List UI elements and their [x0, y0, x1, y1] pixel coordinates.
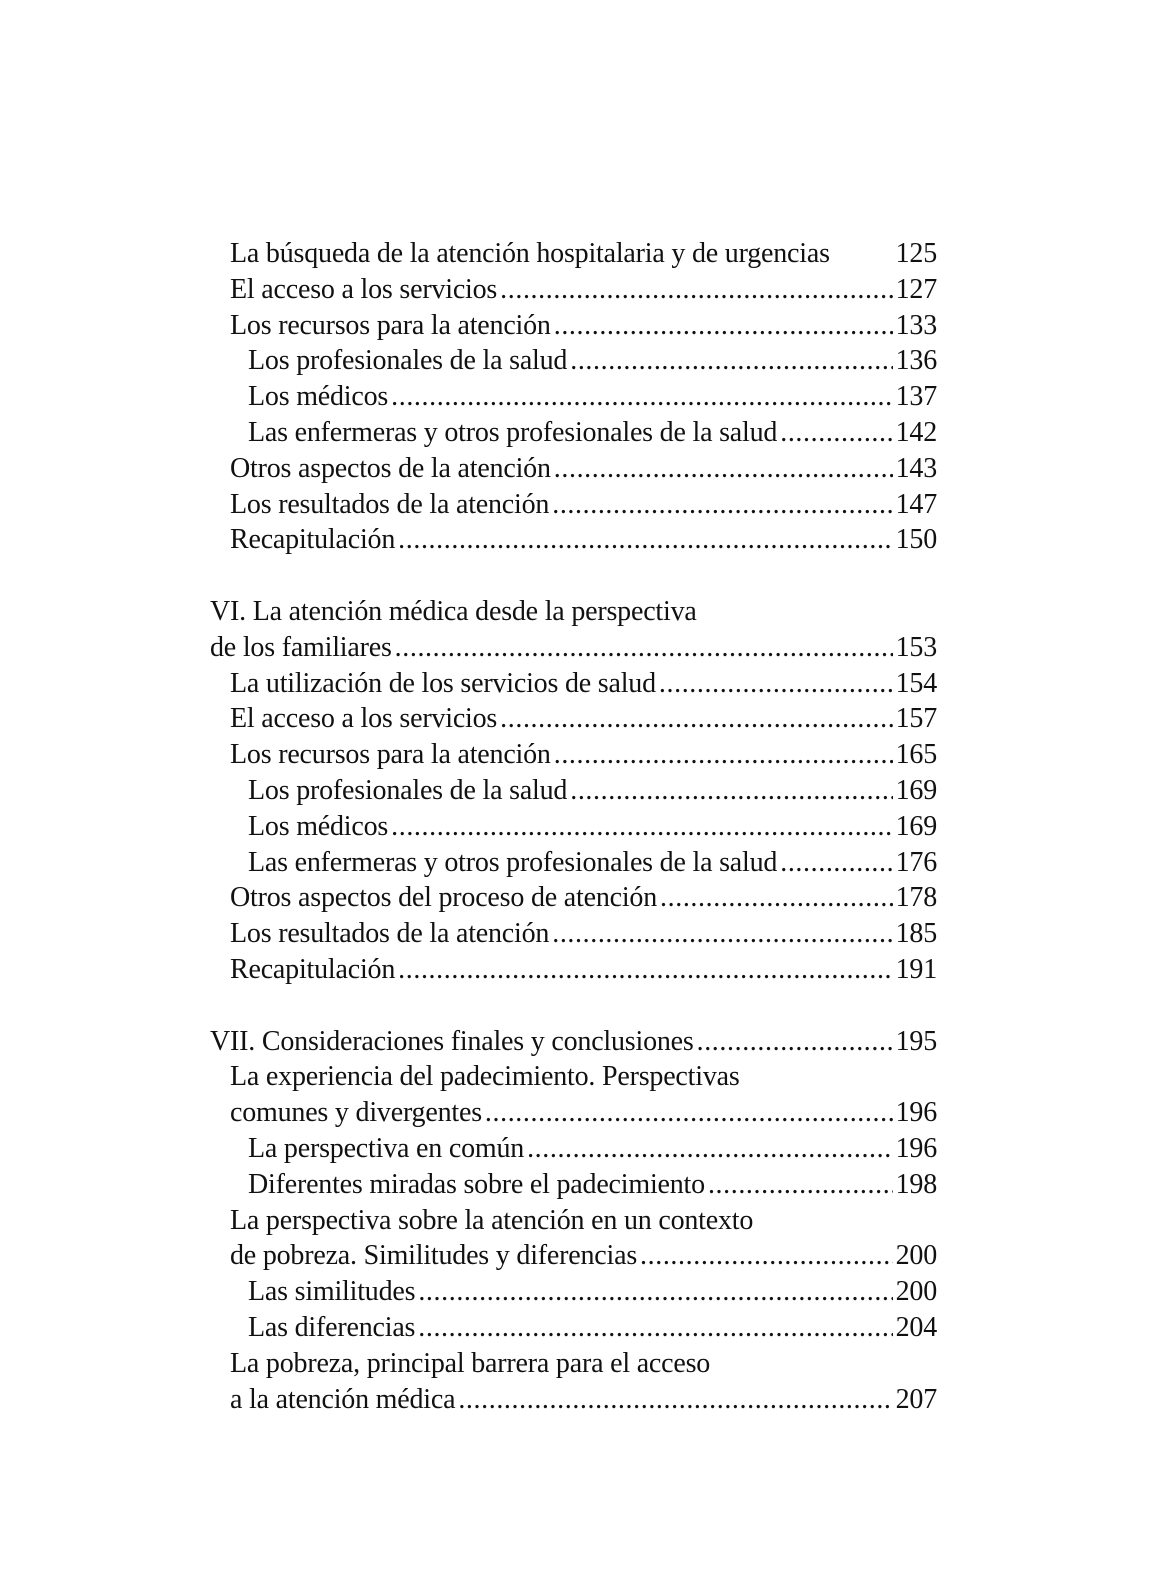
- toc-entry-title: Los profesionales de la salud: [248, 774, 568, 806]
- toc-entry-title: La experiencia del padecimiento. Perspectivas: [230, 1061, 740, 1093]
- table-of-contents: [210, 236, 937, 1417]
- dot-leader: [458, 1382, 892, 1418]
- toc-entry: [230, 451, 937, 487]
- toc-entry: [230, 236, 937, 272]
- toc-entry-title: Otros aspectos del proceso de atención: [230, 882, 658, 914]
- toc-entry: [248, 845, 937, 881]
- section-spacer: [210, 988, 937, 1024]
- toc-entry: [248, 809, 937, 845]
- section-spacer: [210, 558, 937, 594]
- dot-leader: [527, 1131, 893, 1167]
- dot-leader: [570, 343, 892, 379]
- dot-leader: [552, 916, 892, 952]
- toc-page-number: 200: [895, 1276, 937, 1308]
- toc-entry-title: Los resultados de la atención: [230, 488, 550, 520]
- dot-leader: [552, 487, 892, 523]
- toc-page-number: 198: [895, 1168, 937, 1200]
- toc-page-number: 143: [895, 452, 937, 484]
- toc-entry-heading-line: [230, 1203, 937, 1239]
- toc-entry-title: Los recursos para la atención: [230, 739, 551, 771]
- toc-entry: [230, 952, 937, 988]
- toc-entry-title: El acceso a los servicios: [230, 273, 498, 305]
- toc-page-number: 133: [895, 309, 937, 341]
- toc-page-number: 169: [895, 810, 937, 842]
- toc-page-number: 137: [895, 381, 937, 413]
- toc-page-number: 176: [895, 846, 937, 878]
- dot-leader: [395, 630, 893, 666]
- dot-leader: [418, 1310, 892, 1346]
- dot-leader: [570, 773, 892, 809]
- dot-leader: [554, 451, 893, 487]
- toc-page-number: 196: [895, 1097, 937, 1129]
- dot-leader: [780, 415, 892, 451]
- toc-page-number: 127: [895, 273, 937, 305]
- dot-leader: [640, 1238, 893, 1274]
- toc-entry-title: La perspectiva en común: [248, 1132, 525, 1164]
- dot-leader: [398, 522, 892, 558]
- toc-entry: [210, 1024, 937, 1060]
- toc-entry-heading-line: [230, 1346, 937, 1382]
- toc-page-number: 195: [895, 1025, 937, 1057]
- toc-entry-title: VI. La atención médica desde la perspectiva: [210, 595, 697, 627]
- toc-entry-title: Las similitudes: [248, 1276, 416, 1308]
- toc-entry-title: Los profesionales de la salud: [248, 345, 568, 377]
- dot-leader: [697, 1024, 893, 1060]
- toc-entry-title: Los recursos para la atención: [230, 309, 551, 341]
- dot-leader: [660, 880, 893, 916]
- toc-entry: [230, 916, 937, 952]
- toc-entry-heading-line: [210, 594, 937, 630]
- toc-entry: [230, 666, 937, 702]
- dot-leader: [398, 952, 892, 988]
- toc-entry-title: Las enfermeras y otros profesionales de la salud: [248, 846, 778, 878]
- toc-entry: [230, 1382, 937, 1418]
- toc-entry-title: a la atención médica: [230, 1383, 456, 1415]
- toc-entry: [230, 308, 937, 344]
- toc-entry: [230, 737, 937, 773]
- toc-page-number: 191: [895, 953, 937, 985]
- toc-entry-title: Los médicos: [248, 810, 389, 842]
- toc-entry-title: Diferentes miradas sobre el padecimiento: [248, 1168, 705, 1200]
- toc-entry: [210, 630, 937, 666]
- toc-entry: [230, 880, 937, 916]
- dot-leader: [554, 737, 893, 773]
- dot-leader: [554, 308, 893, 344]
- toc-entry: [248, 1310, 937, 1346]
- toc-page-number: 154: [895, 667, 937, 699]
- toc-entry-title: comunes y divergentes: [230, 1097, 482, 1129]
- toc-entry: [248, 379, 937, 415]
- toc-entry-title: VII. Consideraciones finales y conclusiones: [210, 1025, 694, 1057]
- toc-entry: [230, 487, 937, 523]
- toc-entry: [230, 1238, 937, 1274]
- toc-page-number: 125: [895, 238, 937, 269]
- toc-entry-title: La utilización de los servicios de salud: [230, 667, 656, 699]
- toc-entry: [230, 272, 937, 308]
- toc-entry-title: de pobreza. Similitudes y diferencias: [230, 1240, 638, 1272]
- toc-entry: [230, 701, 937, 737]
- toc-entry-title: La pobreza, principal barrera para el acceso: [230, 1347, 711, 1379]
- toc-page-number: 165: [895, 739, 937, 771]
- toc-entry-title: Los médicos: [248, 381, 389, 413]
- toc-entry: [248, 1131, 937, 1167]
- toc-page-number: 178: [895, 882, 937, 914]
- toc-entry: [248, 1167, 937, 1203]
- dot-leader: [485, 1095, 893, 1131]
- toc-entry: [248, 773, 937, 809]
- toc-page-number: 207: [895, 1383, 937, 1415]
- toc-entry-title: Recapitulación: [230, 524, 396, 556]
- toc-entry: [230, 1095, 937, 1131]
- dot-leader: [500, 701, 892, 737]
- toc-entry: [230, 522, 937, 558]
- toc-page-number: 136: [895, 345, 937, 377]
- toc-entry-title: Los resultados de la atención: [230, 918, 550, 950]
- dot-leader: [418, 1274, 892, 1310]
- toc-entry-title: Las diferencias: [248, 1311, 416, 1343]
- toc-page-number: 147: [895, 488, 937, 520]
- toc-page-number: 142: [895, 416, 937, 448]
- dot-leader: [659, 666, 893, 702]
- toc-entry-title: La búsqueda de la atención hospitalaria y de urgencias: [230, 238, 830, 269]
- toc-entry-title: Otros aspectos de la atención: [230, 452, 551, 484]
- dot-leader: [708, 1167, 893, 1203]
- toc-page-number: 185: [895, 918, 937, 950]
- toc-page-number: 169: [895, 774, 937, 806]
- toc-entry: [248, 1274, 937, 1310]
- toc-entry-title: Recapitulación: [230, 953, 396, 985]
- toc-page-number: 196: [895, 1132, 937, 1164]
- dot-leader: [391, 379, 892, 415]
- toc-entry: [248, 343, 937, 379]
- toc-page-number: 150: [895, 524, 937, 556]
- toc-page-number: 157: [895, 703, 937, 735]
- toc-entry-title: de los familiares: [210, 631, 392, 663]
- dot-leader: [780, 845, 892, 881]
- dot-leader: [391, 809, 892, 845]
- toc-entry-title: El acceso a los servicios: [230, 703, 498, 735]
- toc-entry: [248, 415, 937, 451]
- toc-entry-title: Las enfermeras y otros profesionales de la salud: [248, 416, 778, 448]
- toc-entry-heading-line: [230, 1059, 937, 1095]
- toc-page-number: 204: [895, 1311, 937, 1343]
- toc-page-number: 200: [895, 1240, 937, 1272]
- toc-entry-title: La perspectiva sobre la atención en un contexto: [230, 1204, 754, 1236]
- dot-leader: [500, 272, 892, 308]
- toc-page-number: 153: [895, 631, 937, 663]
